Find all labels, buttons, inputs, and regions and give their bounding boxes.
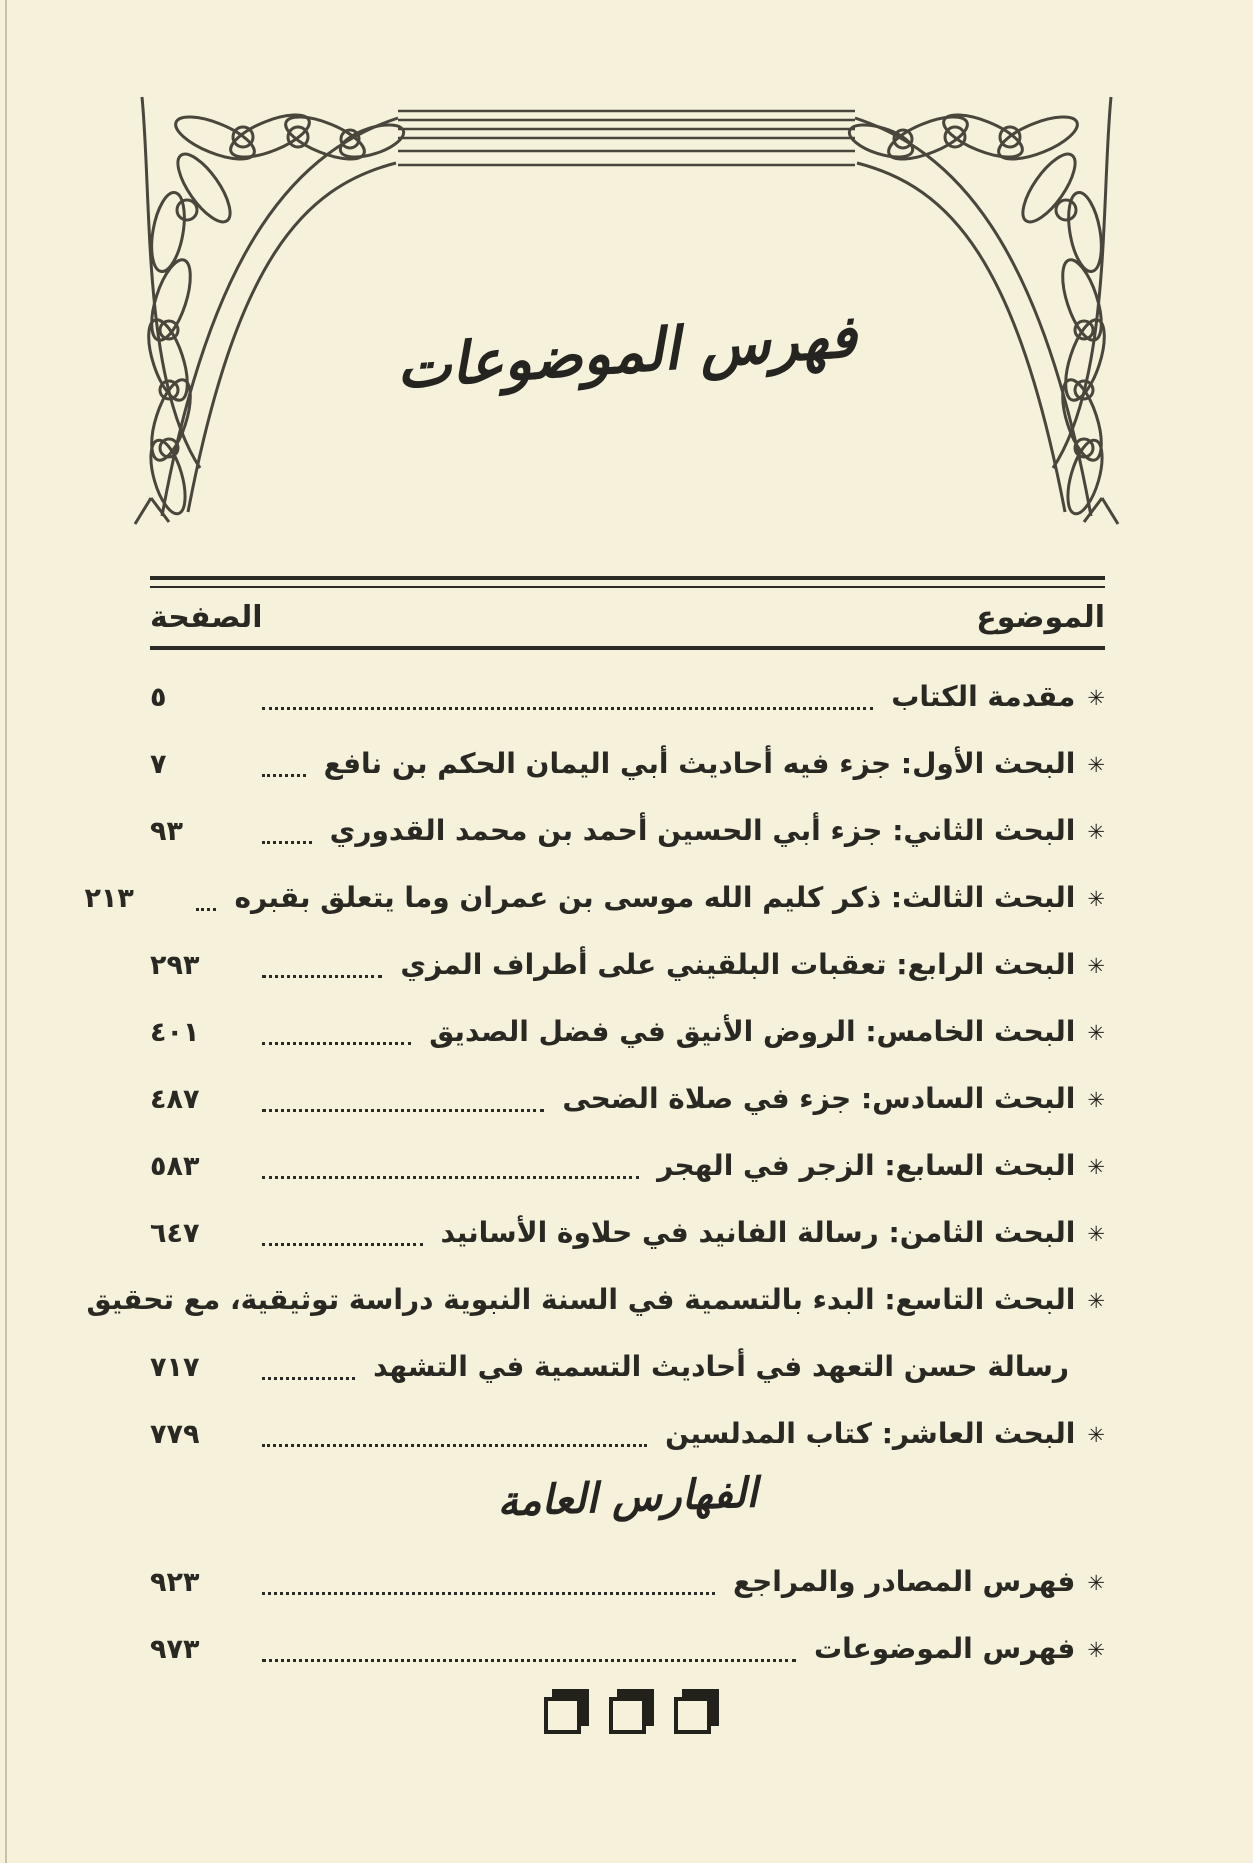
asterisk-bullet-icon: ✳ <box>1087 1155 1105 1179</box>
dot-leader <box>196 908 216 911</box>
page-number: ٧ <box>150 749 167 780</box>
entry-title: البحث السابع: الزجر في الهجر <box>657 1149 1076 1183</box>
toc-entry <box>150 1612 1105 1679</box>
general-indexes-heading: الفهارس العامة <box>496 1468 759 1526</box>
entry-title: البحث الثالث: ذكر كليم الله موسى بن عمران وما يتعلق بقبره <box>234 881 1076 915</box>
dot-leader <box>262 975 382 978</box>
toc-entry <box>84 861 1105 928</box>
page-number: ٢٩٣ <box>150 950 200 981</box>
asterisk-bullet-icon: ✳ <box>1087 686 1105 710</box>
page-number: ٧١٧ <box>150 1352 200 1383</box>
general-indexes-list <box>150 1545 1105 1679</box>
entry-title-line2: رسالة حسن التعهد في أحاديث التسمية في التشهد <box>373 1350 1069 1384</box>
page-number: ٥ <box>150 682 167 713</box>
asterisk-bullet-icon: ✳ <box>1087 887 1105 911</box>
page-number: ٤٠١ <box>150 1017 200 1048</box>
dot-leader <box>262 1444 647 1447</box>
table-of-contents <box>84 576 1105 1734</box>
entry-title: البحث السادس: جزء في صلاة الضحى <box>562 1082 1076 1116</box>
toc-entry <box>150 660 1105 727</box>
toc-entry <box>150 1196 1105 1263</box>
page-number: ٦٤٧ <box>150 1218 200 1249</box>
page-number: ٩٢٣ <box>150 1567 200 1598</box>
column-header-subject: الموضوع <box>976 599 1105 635</box>
square-ornament <box>609 1697 646 1734</box>
page-number: ٩٧٣ <box>150 1634 200 1665</box>
toc-entry <box>150 727 1105 794</box>
asterisk-bullet-icon: ✳ <box>1087 954 1105 978</box>
entry-title: فهرس الموضوعات <box>813 1632 1076 1666</box>
asterisk-bullet-icon: ✳ <box>1087 1088 1105 1112</box>
header-rule-bottom <box>150 646 1105 650</box>
dot-leader <box>262 841 312 844</box>
asterisk-bullet-icon: ✳ <box>1087 1289 1105 1313</box>
asterisk-bullet-icon: ✳ <box>1087 1423 1105 1447</box>
toc-entry <box>86 1263 1105 1330</box>
entry-title: البحث الثامن: رسالة الفانيد في حلاوة الأسانيد <box>440 1216 1076 1250</box>
table-header <box>150 588 1105 646</box>
header-rule-top <box>150 576 1105 580</box>
page-title: فهرس الموضوعات <box>394 302 859 402</box>
toc-entry <box>150 995 1105 1062</box>
asterisk-bullet-icon: ✳ <box>1087 753 1105 777</box>
dot-leader <box>262 1042 411 1045</box>
dot-leader <box>262 774 306 777</box>
dot-leader <box>262 707 873 710</box>
asterisk-bullet-icon: ✳ <box>1087 820 1105 844</box>
dot-leader <box>262 1592 715 1595</box>
page-number: ٥٨٣ <box>150 1151 200 1182</box>
page-number: ٩٣ <box>150 816 183 847</box>
entry-title: البحث الأول: جزء فيه أحاديث أبي اليمان الحكم بن نافع <box>323 747 1076 781</box>
entry-title: البحث التاسع: البدء بالتسمية في السنة النبوية دراسة توثيقية، مع تحقيق <box>86 1283 1076 1317</box>
toc-entry <box>150 794 1105 861</box>
page-number: ٢١٣ <box>84 883 134 914</box>
toc-entry <box>150 1062 1105 1129</box>
entry-title: مقدمة الكتاب <box>891 680 1076 714</box>
entry-title: البحث العاشر: كتاب المدلسين <box>665 1417 1076 1451</box>
toc-entry-continuation <box>150 1330 1105 1397</box>
asterisk-bullet-icon: ✳ <box>1087 1638 1105 1662</box>
toc-entry <box>150 1545 1105 1612</box>
toc-entry <box>150 928 1105 995</box>
square-ornament <box>544 1697 581 1734</box>
dot-leader <box>262 1243 423 1246</box>
page-number: ٧٧٩ <box>150 1419 200 1450</box>
asterisk-bullet-icon: ✳ <box>1087 1222 1105 1246</box>
footer-squares-ornament <box>150 1696 1105 1734</box>
asterisk-bullet-icon: ✳ <box>1087 1021 1105 1045</box>
column-header-page: الصفحة <box>150 599 263 635</box>
toc-entries-list <box>84 660 1105 1464</box>
entry-title: البحث الثاني: جزء أبي الحسين أحمد بن محمد القدوري <box>329 814 1076 848</box>
entry-title: البحث الرابع: تعقبات البلقيني على أطراف المزي <box>400 948 1076 982</box>
dot-leader <box>262 1377 355 1380</box>
entry-title: فهرس المصادر والمراجع <box>732 1565 1076 1599</box>
square-ornament <box>674 1697 711 1734</box>
entry-title: البحث الخامس: الروض الأنيق في فضل الصديق <box>429 1015 1076 1049</box>
dot-leader <box>262 1659 796 1662</box>
dot-leader <box>262 1109 544 1112</box>
asterisk-bullet-icon: ✳ <box>1087 1571 1105 1595</box>
dot-leader <box>262 1176 639 1179</box>
page-number: ٤٨٧ <box>150 1084 200 1115</box>
toc-entry <box>150 1129 1105 1196</box>
